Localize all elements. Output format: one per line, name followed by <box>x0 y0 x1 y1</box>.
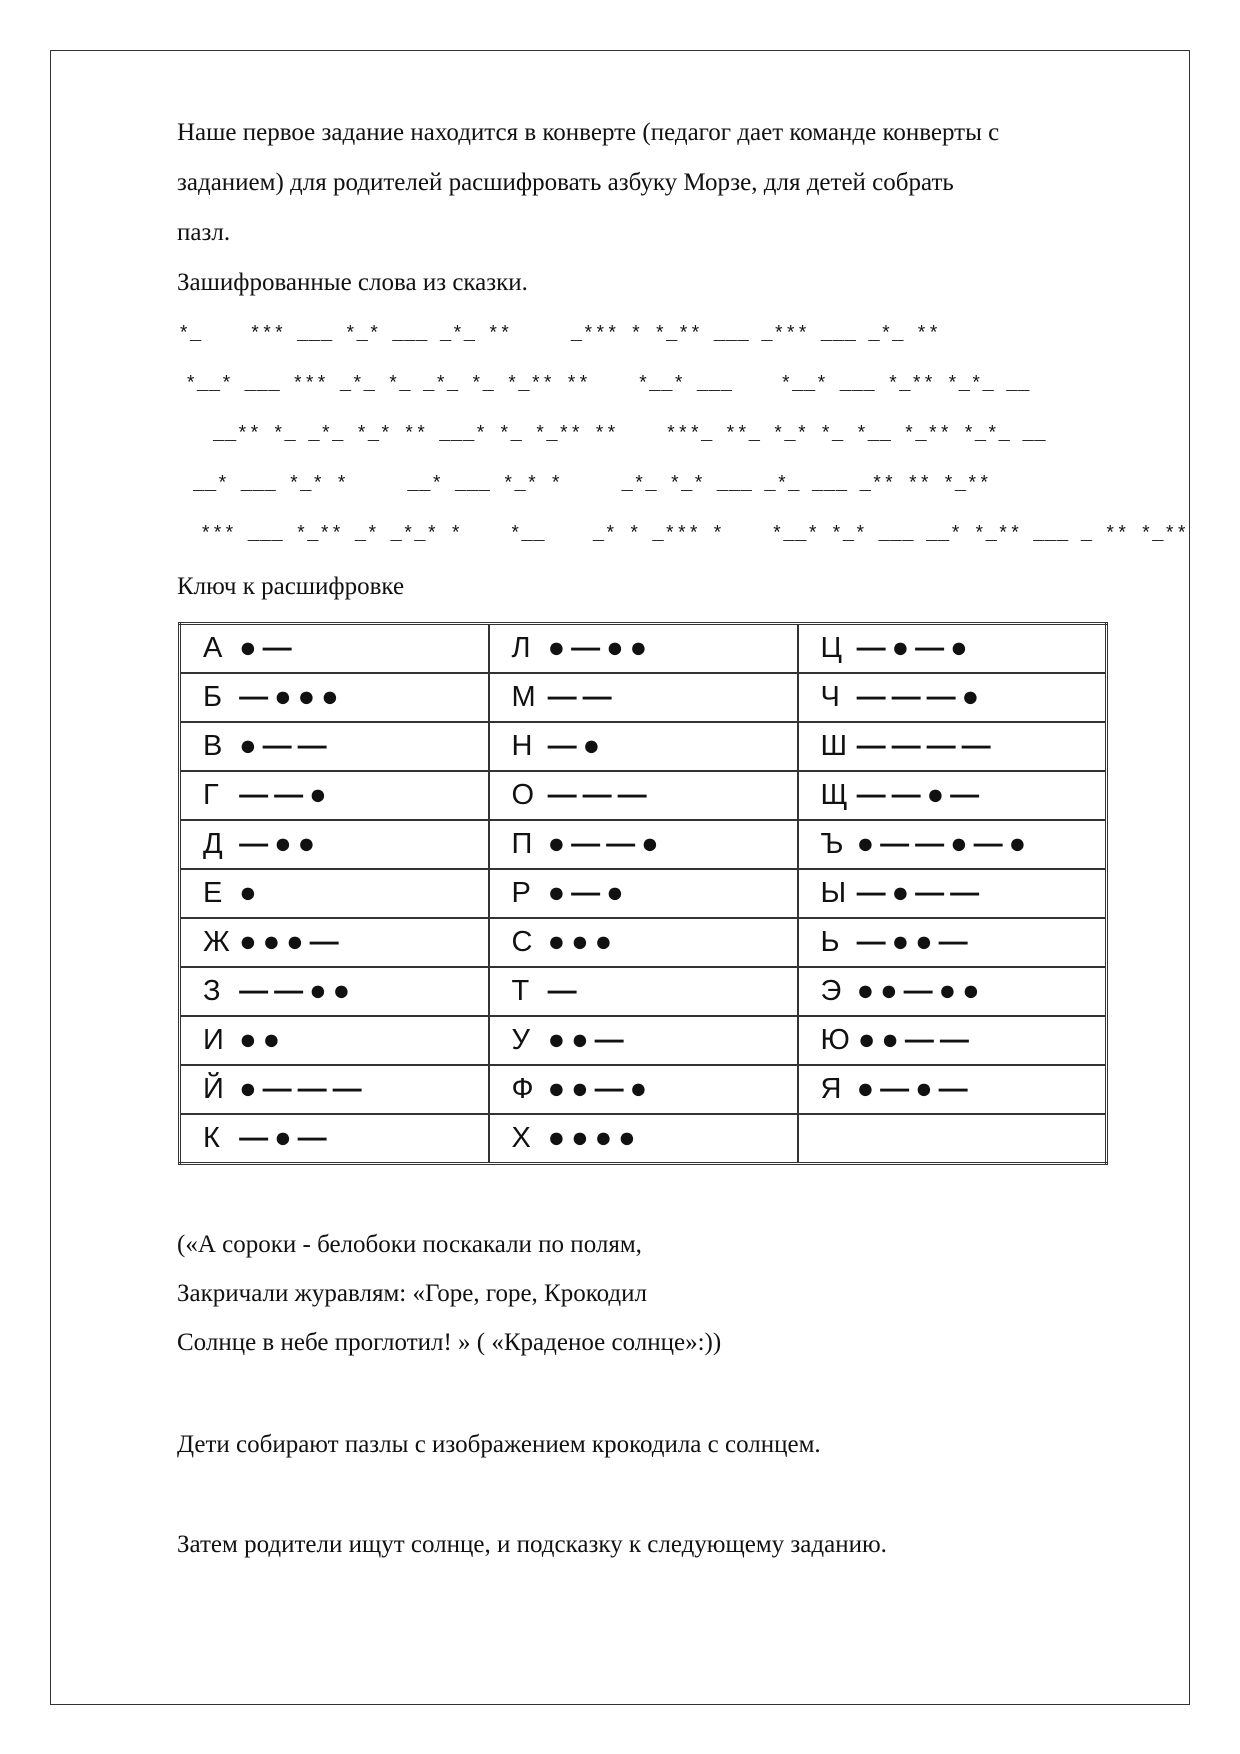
key-code: ● <box>239 877 263 909</box>
key-code: ●— <box>239 632 298 664</box>
key-code: —● <box>547 730 607 762</box>
key-letter: Т <box>511 975 530 1007</box>
key-cell <box>180 967 489 1016</box>
key-table-row <box>180 1065 1107 1114</box>
key-code: — <box>547 975 583 1007</box>
key-code: ●●—● <box>547 1073 654 1105</box>
key-cell <box>489 1065 798 1114</box>
key-letter: Н <box>511 730 533 762</box>
encrypted-heading: Зашифрованные слова из сказки. <box>177 269 528 296</box>
intro-line-2: заданием) для родителей расшифровать азбуку Морзе, для детей собрать <box>177 169 954 196</box>
key-code: ●●● <box>547 926 619 958</box>
key-cell <box>798 820 1107 869</box>
key-table-row <box>180 673 1107 722</box>
key-code: ●●●— <box>239 926 345 958</box>
key-cell <box>180 820 489 869</box>
key-letter: О <box>511 779 535 811</box>
morse-line-4: __* ___ *_* * __* ___ *_* * _*_ *_* ___ _*_ ___ _** ** *_** <box>193 473 991 495</box>
key-cell <box>489 869 798 918</box>
key-letter: Р <box>511 877 531 909</box>
key-code: —●●● <box>239 681 345 713</box>
key-letter: М <box>511 681 536 713</box>
key-code: ●●—— <box>857 1024 975 1056</box>
key-letter: Ю <box>820 1024 850 1056</box>
key-cell <box>489 1016 798 1065</box>
key-code: ——●— <box>856 779 986 811</box>
key-cell <box>180 624 489 674</box>
key-letter: Д <box>203 828 223 860</box>
key-code: ———● <box>856 681 986 713</box>
key-table-row <box>180 624 1107 674</box>
key-cell <box>798 1065 1107 1114</box>
key-letter: Г <box>203 779 219 811</box>
key-code: ●—— <box>239 730 333 762</box>
key-letter: З <box>203 975 221 1007</box>
key-letter: Ъ <box>820 828 844 860</box>
key-cell <box>489 1114 798 1164</box>
key-letter: Х <box>511 1122 531 1154</box>
key-code: ●●●● <box>547 1122 642 1154</box>
key-letter: Ы <box>820 877 847 909</box>
key-cell <box>180 673 489 722</box>
key-cell <box>180 1065 489 1114</box>
key-code: ●——— <box>239 1073 368 1105</box>
key-cell <box>180 1016 489 1065</box>
key-letter: И <box>203 1024 224 1056</box>
key-letter: Б <box>203 681 223 713</box>
key-code: ●—●— <box>856 1073 974 1105</box>
key-code: —●—● <box>856 632 974 664</box>
parents-line: Затем родители ищут солнце, и подсказку к следующему заданию. <box>177 1531 887 1558</box>
kids-line: Дети собирают пазлы с изображением крокодила с солнцем. <box>177 1431 821 1458</box>
key-letter: Щ <box>820 779 848 811</box>
key-letter: Ч <box>820 681 840 713</box>
key-cell <box>798 624 1107 674</box>
answer-line-3: Солнце в небе проглотил! » ( «Краденое солнце»:)) <box>177 1329 722 1356</box>
key-code: —●●— <box>856 926 974 958</box>
key-letter: Ц <box>820 632 842 664</box>
key-cell <box>489 722 798 771</box>
key-cell <box>489 918 798 967</box>
key-letter: В <box>203 730 223 762</box>
key-letter: А <box>203 632 223 664</box>
key-table-row <box>180 1114 1107 1164</box>
key-code: ——— <box>547 779 653 811</box>
key-table-row <box>180 869 1107 918</box>
morse-line-5: *** ___ *_** _* _*_* * *__ _* * _*** * *__* *_* ___ __* *_** ___ _ ** *_** <box>200 523 1188 545</box>
morse-line-1: *_ *** ___ *_* ___ _*_ ** _*** * *_** ___ _*** ___ _*_ ** <box>178 323 940 345</box>
intro-line-3: пазл. <box>177 219 231 246</box>
key-code: ●——●—● <box>856 828 1033 860</box>
key-letter: Ь <box>820 926 840 958</box>
key-cell <box>180 869 489 918</box>
answer-line-1: («А сороки - белобоки поскакали по полям, <box>177 1231 642 1258</box>
key-code: ●●— <box>547 1024 630 1056</box>
key-cell <box>180 771 489 820</box>
key-letter: П <box>511 828 533 860</box>
key-cell <box>798 918 1107 967</box>
key-cell <box>798 1114 1107 1164</box>
key-cell <box>798 722 1107 771</box>
key-letter: К <box>203 1122 220 1154</box>
key-cell <box>489 820 798 869</box>
key-cell <box>798 869 1107 918</box>
key-cell <box>180 918 489 967</box>
key-letter: Э <box>820 975 842 1007</box>
key-letter: С <box>511 926 533 958</box>
morse-line-2: *__* ___ *** _*_ *_ _*_ *_ *_** ** *__* ___ *__* ___ *_** *_*_ __ <box>185 373 1031 395</box>
key-letter: Е <box>203 877 223 909</box>
intro-line-1: Наше первое задание находится в конверте (педагог дает команде конверты с <box>177 119 1000 146</box>
key-code: ●—● <box>547 877 630 909</box>
key-table-row <box>180 918 1107 967</box>
key-cell <box>798 967 1107 1016</box>
key-letter: Ф <box>511 1073 534 1105</box>
key-code: ——●● <box>239 975 357 1007</box>
key-table-row <box>180 967 1107 1016</box>
key-code: ●——● <box>547 828 665 860</box>
key-cell <box>798 771 1107 820</box>
key-code: —●— <box>239 1122 333 1154</box>
key-code: ●●—●● <box>856 975 986 1007</box>
key-cell <box>180 722 489 771</box>
key-code: ———— <box>856 730 997 762</box>
key-letter: У <box>511 1024 530 1056</box>
key-cell <box>798 1016 1107 1065</box>
key-code: ●● <box>239 1024 287 1056</box>
key-table-row <box>180 820 1107 869</box>
key-table-row <box>180 1016 1107 1065</box>
morse-key-table <box>178 622 1108 1165</box>
answer-line-2: Закричали журавлям: «Горе, горе, Крокодил <box>177 1280 647 1307</box>
key-letter: Й <box>203 1073 224 1105</box>
morse-line-3: __** *_ _*_ *_* ** ___* *_ *_** ** ***_ **_ *_* *_ *__ *_** *_*_ __ <box>213 423 1047 445</box>
key-code: —●● <box>239 828 322 860</box>
key-table-row <box>180 771 1107 820</box>
key-cell <box>489 967 798 1016</box>
key-table-row <box>180 722 1107 771</box>
key-cell <box>798 673 1107 722</box>
key-code: —— <box>547 681 618 713</box>
key-code: —●—— <box>856 877 986 909</box>
key-letter: Л <box>511 632 531 664</box>
key-letter: Ж <box>203 926 230 958</box>
key-heading: Ключ к расшифровке <box>177 573 405 600</box>
key-cell <box>489 624 798 674</box>
key-cell <box>489 673 798 722</box>
key-code: ●—●● <box>547 632 654 664</box>
key-letter: Я <box>820 1073 842 1105</box>
key-cell <box>489 771 798 820</box>
key-cell <box>180 1114 489 1164</box>
key-code: ——● <box>239 779 333 811</box>
key-letter: Ш <box>820 730 848 762</box>
